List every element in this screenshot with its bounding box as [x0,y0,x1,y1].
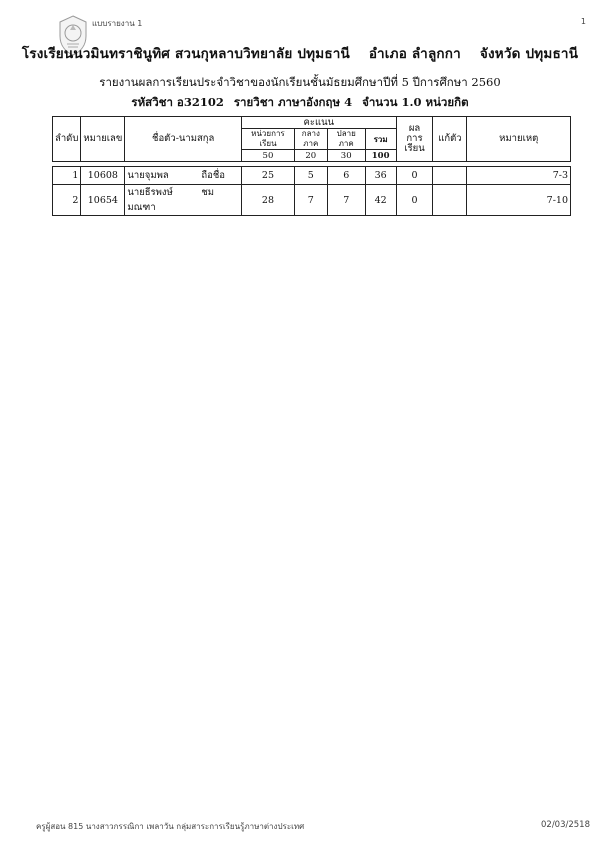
first-name: นายจุมพล [127,170,169,181]
max-unit: 50 [242,150,295,162]
header-remark: หมายเหตุ [467,117,571,162]
cell-student-id: 10608 [81,167,125,185]
cell-student-id: 10654 [81,185,125,216]
report-title: รายงานผลการเรียนประจำวิชาของนักเรียนชั้นมัธยมศึกษาปีที่ 5 ปีการศึกษา 2560 [99,75,501,89]
last-name: ถือชื่อ [201,170,225,181]
subject-code: รหัสวิชา อ32102 [131,95,224,109]
footer-teacher: ครูผู้สอน 815 นางสาวกรรณิกา เพลาวัน กลุ่มสาระการเรียนรู้ภาษาต่างประเทศ [36,822,305,831]
district-name: อำเภอ ลำลูกกา [368,46,461,62]
cell-total: 36 [365,167,396,185]
cell-name [125,167,242,185]
header-total: รวม [365,129,396,150]
subject-line [0,94,600,112]
table-row [53,167,571,185]
school-name: โรงเรียนนวมินทราชินูทิศ สวนกุหลาบวิทยาลัย ปทุมธานี [21,46,350,62]
last-name: ชมมณฑา [127,187,215,213]
subject-credits: จำนวน 1.0 หน่วยกิต [362,95,469,109]
cell-unit: 28 [242,185,295,216]
school-title [0,42,600,64]
cell-final: 7 [327,185,365,216]
footer-date: 02/03/2518 [541,820,590,830]
header-midterm: กลางภาค [294,129,327,150]
header-result-line1: ผล [408,123,421,134]
cell-result: 0 [396,167,433,185]
subject-name: รายวิชา ภาษาอังกฤษ 4 [233,95,353,109]
cell-remark: 7-3 [467,167,571,185]
cell-midterm: 5 [294,167,327,185]
header-final: ปลายภาค [327,129,365,150]
grades-table [52,116,571,216]
cell-result: 0 [396,185,433,216]
form-code: แบบรายงาน 1 [92,19,143,28]
header-student-id: หมายเลข [81,117,125,162]
header-score: คะแนน [242,117,397,129]
cell-name [125,185,242,216]
table-row [53,185,571,216]
cell-total: 42 [365,185,396,216]
cell-revision [433,167,467,185]
max-midterm: 20 [294,150,327,162]
cell-revision [433,185,467,216]
header-unit: หน่วยการเรียน [242,129,295,150]
cell-order: 1 [53,167,81,185]
cell-remark: 7-10 [467,185,571,216]
cell-unit: 25 [242,167,295,185]
cell-midterm: 7 [294,185,327,216]
first-name: นายธีรพงษ์ [127,187,173,198]
max-final: 30 [327,150,365,162]
cell-order: 2 [53,185,81,216]
cell-final: 6 [327,167,365,185]
header-name: ชื่อตัว-นามสกุล [125,117,242,162]
header-revision: แก้ตัว [433,117,467,162]
header-result-line2: การเรียน [404,133,425,154]
max-total: 100 [365,150,396,162]
header-order: ลำดับ [53,117,81,162]
header-result [396,117,433,162]
page-number: 1 [580,17,586,26]
province-name: จังหวัด ปทุมธานี [479,46,579,62]
